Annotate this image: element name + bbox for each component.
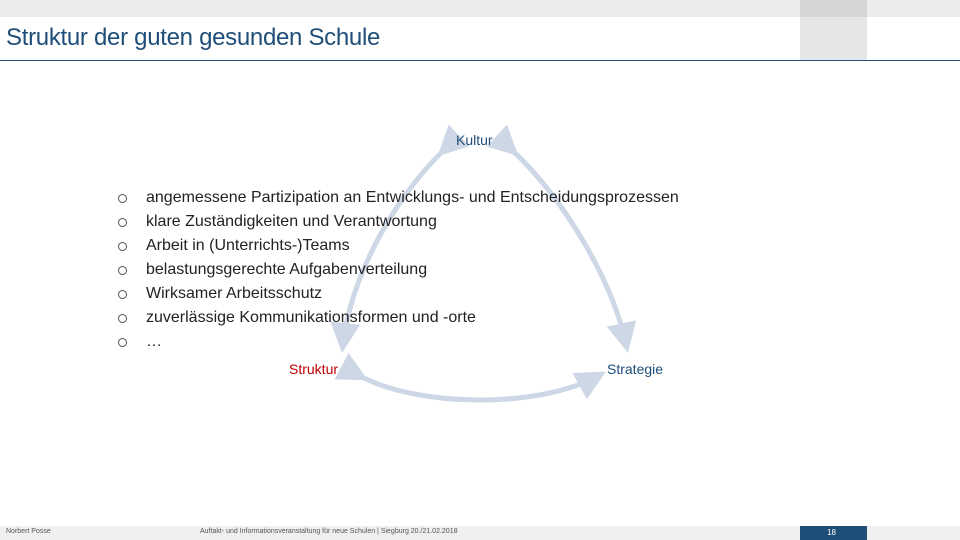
node-strategie: Strategie — [607, 361, 664, 377]
footer-event: Auftakt- und Informationsveranstaltung für neue Schulen | Siegburg 20./21.02.2018 — [200, 528, 458, 535]
circle-bullet-icon — [118, 338, 127, 347]
page-number: 18 — [800, 526, 867, 540]
footer-author: Norbert Posse — [6, 528, 51, 535]
circle-bullet-icon — [118, 194, 127, 203]
list-item-text: angemessene Partizipation an Entwicklungs- und Entscheidungsprozessen — [146, 189, 679, 206]
node-kultur: Kultur — [456, 132, 493, 148]
list-item — [118, 258, 679, 282]
circle-bullet-icon — [118, 218, 127, 227]
circle-bullet-icon — [118, 242, 127, 251]
list-item — [118, 234, 679, 258]
circle-bullet-icon — [118, 266, 127, 275]
list-item-text: Arbeit in (Unterrichts-)Teams — [146, 237, 350, 254]
node-struktur: Struktur — [289, 361, 339, 377]
list-item-text: … — [146, 333, 162, 350]
list-item-text: klare Zuständigkeiten und Verantwortung — [146, 213, 437, 230]
list-item — [118, 210, 679, 234]
list-item — [118, 330, 679, 354]
list-item — [118, 306, 679, 330]
list-item — [118, 186, 679, 210]
list-item-text: belastungsgerechte Aufgabenverteilung — [146, 261, 428, 278]
slide-title: Struktur der guten gesunden Schule — [6, 24, 381, 51]
list-item — [118, 282, 679, 306]
list-item-text: Wirksamer Arbeitsschutz — [146, 285, 323, 302]
circle-bullet-icon — [118, 290, 127, 299]
bullet-list — [118, 186, 679, 354]
circle-bullet-icon — [118, 314, 127, 323]
list-item-text: zuverlässige Kommunikationsformen und -orte — [146, 309, 476, 326]
arrow-struktur-strategie — [360, 376, 598, 400]
